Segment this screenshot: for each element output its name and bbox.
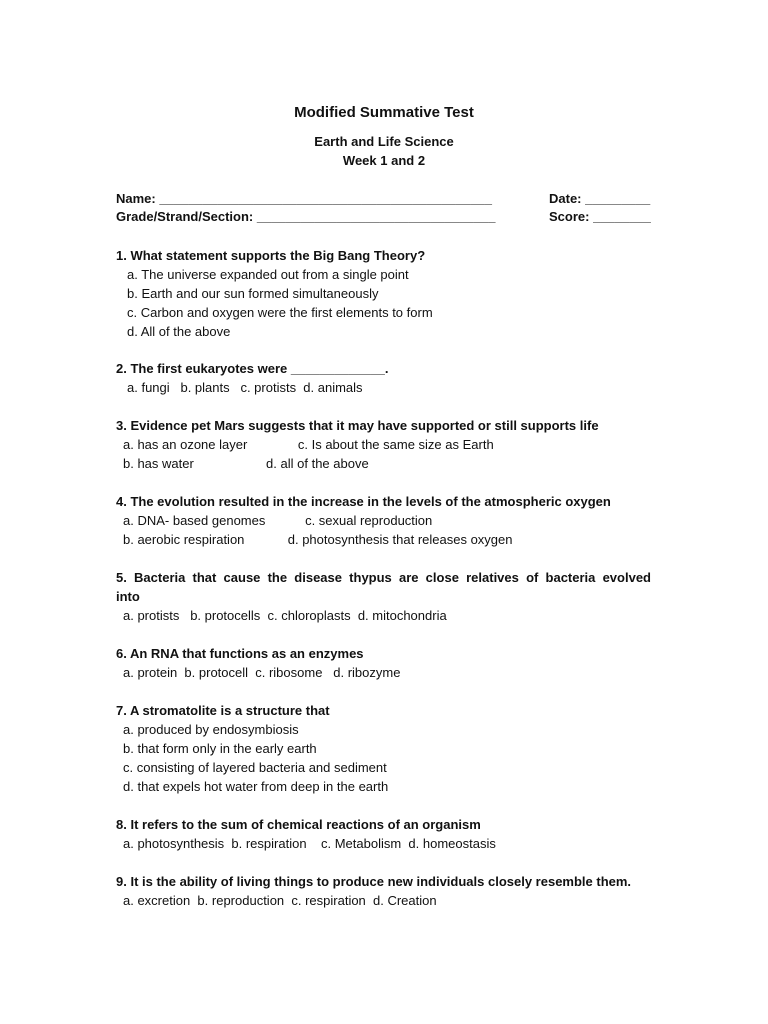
q6-choices: a. protein b. protocell c. ribosome d. ribozyme <box>123 665 401 680</box>
q8-choices: a. photosynthesis b. respiration c. Metabolism d. homeostasis <box>123 836 496 851</box>
grade-field: Grade/Strand/Section: _________________________________ <box>116 209 496 224</box>
q9-choices: a. excretion b. reproduction c. respiration d. Creation <box>123 893 437 908</box>
name-field: Name: ______________________________________________ <box>116 191 492 206</box>
question-4: 4. The evolution resulted in the increase in the levels of the atmospheric oxygen <box>116 494 611 509</box>
q7-choice-b: b. that form only in the early earth <box>123 741 317 756</box>
q1-choice-d: d. All of the above <box>127 324 231 339</box>
question-9: 9. It is the ability of living things to produce new individuals closely resemble them. <box>116 874 632 889</box>
q3-choices-row-1: a. has an ozone layer c. Is about the same size as Earth <box>123 437 494 452</box>
q7-choice-a: a. produced by endosymbiosis <box>123 722 299 737</box>
question-6: 6. An RNA that functions as an enzymes <box>116 646 364 661</box>
question-3: 3. Evidence pet Mars suggests that it may have supported or still supports life <box>116 418 599 433</box>
q7-choice-d: d. that expels hot water from deep in the earth <box>123 779 389 794</box>
q7-choice-c: c. consisting of layered bacteria and sediment <box>123 760 387 775</box>
q4-choices-row-2: b. aerobic respiration d. photosynthesis that releases oxygen <box>123 532 513 547</box>
q1-choice-b: b. Earth and our sun formed simultaneously <box>127 286 379 301</box>
q2-choices: a. fungi b. plants c. protists d. animals <box>127 380 363 395</box>
q4-choices-row-1: a. DNA- based genomes c. sexual reproduction <box>123 513 433 528</box>
question-5-line-1: 5. Bacteria that cause the disease thypus are close relatives of bacteria evolved <box>116 570 651 585</box>
page-title: Modified Summative Test <box>294 104 474 121</box>
question-7: 7. A stromatolite is a structure that <box>116 703 330 718</box>
date-field: Date: _________ <box>549 191 651 206</box>
question-8: 8. It refers to the sum of chemical reactions of an organism <box>116 817 481 832</box>
subject-heading: Earth and Life Science <box>314 134 454 149</box>
q5-choices: a. protists b. protocells c. chloroplasts d. mitochondria <box>123 608 447 623</box>
question-1: 1. What statement supports the Big Bang Theory? <box>116 248 426 263</box>
q1-choice-a: a. The universe expanded out from a single point <box>127 267 409 282</box>
question-2: 2. The first eukaryotes were _____________. <box>116 361 389 376</box>
question-5-line-2: into <box>116 589 140 604</box>
q3-choices-row-2: b. has water d. all of the above <box>123 456 369 471</box>
q1-choice-c: c. Carbon and oxygen were the first elements to form <box>127 305 433 320</box>
week-heading: Week 1 and 2 <box>342 153 426 168</box>
score-field: Score: ________ <box>549 209 651 224</box>
